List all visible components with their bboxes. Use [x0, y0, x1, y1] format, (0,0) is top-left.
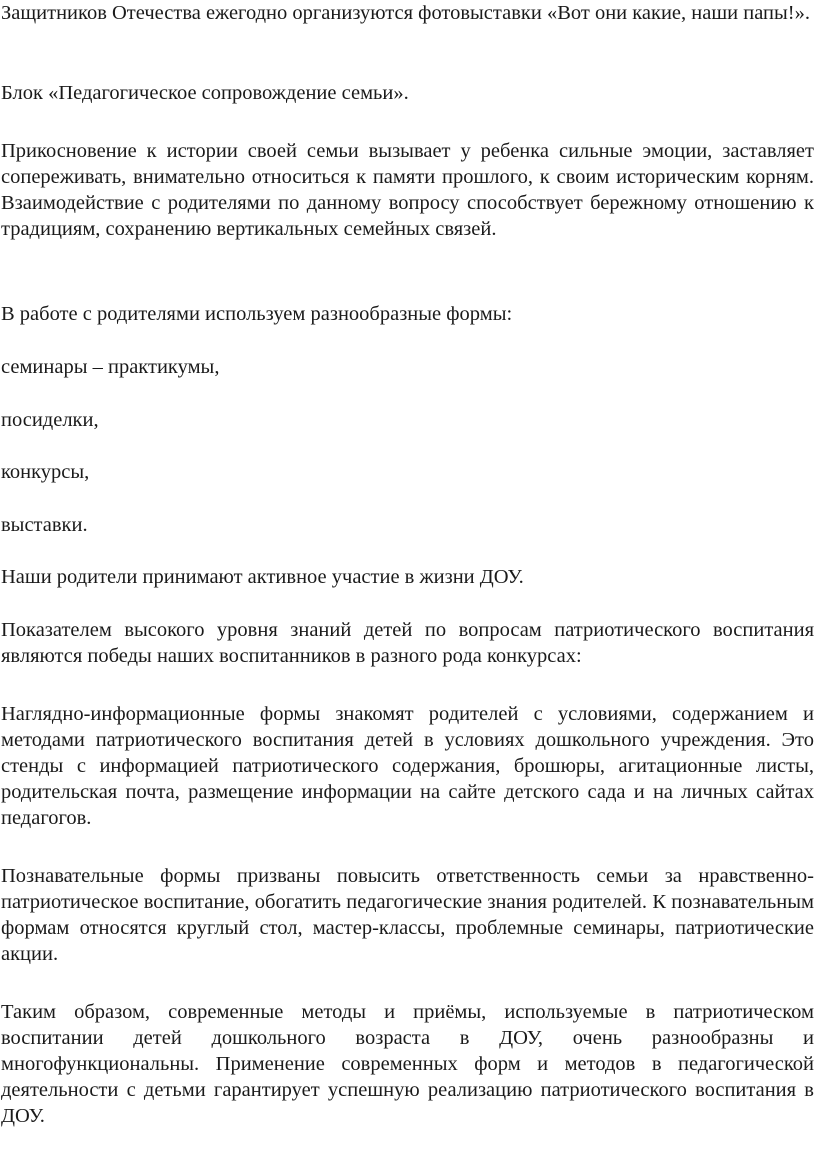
paragraph-visual-forms: Наглядно-информационные формы знакомят родителей с условиями, содержанием и методами патриотического воспитания детей в условиях дошкольного учреждения. Это стенды с информацией патриотического содержания, брошюры, агитационные листы, родительская почта, размещение информации на сайте детского сада и на личных сайтах педагогов. — [1, 703, 814, 829]
list-item-exhibitions: выставки. — [1, 514, 88, 536]
paragraph-block-title: Блок «Педагогическое сопровождение семьи». — [1, 82, 409, 104]
paragraph-cognitive-forms: Познавательные формы призваны повысить ответственность семьи за нравственно-патриотическое воспитание, обогатить педагогические знания родителей. К познавательным формам относятся круглый стол, мастер-классы, проблемные семинары, патриотические акции. — [1, 865, 814, 965]
paragraph-conclusion: Таким образом, современные методы и приёмы, используемые в патриотическом воспитании детей дошкольного возраста в ДОУ, очень разнообразны и многофункциональны. Применение современных форм и методов в педагогической деятельности с детьми гарантирует успешную реализацию патриотического воспитания в ДОУ. — [1, 1001, 814, 1127]
paragraph-family-history: Прикосновение к истории своей семьи вызывает у ребенка сильные эмоции, заставляет сопереживать, внимательно относиться к памяти прошлого, к своим историческим корням. Взаимодействие с родителями по данному вопросу способствует бережному отношению к традициям, сохранению вертикальных семейных связей. — [1, 140, 814, 240]
list-item-gatherings: посиделки, — [1, 409, 99, 431]
paragraph-forms-intro: В работе с родителями используем разнообразные формы: — [1, 303, 513, 325]
paragraph-photo-exhibition: Защитников Отечества ежегодно организуются фотовыставки «Вот они какие, наши папы!». — [1, 2, 810, 24]
paragraph-knowledge-indicator: Показателем высокого уровня знаний детей по вопросам патриотического воспитания являются победы наших воспитанников в разного рода конкурсах: — [1, 619, 814, 667]
list-item-contests: конкурсы, — [1, 461, 90, 483]
list-item-seminars: семинары – практикумы, — [1, 356, 220, 378]
paragraph-parents-participation: Наши родители принимают активное участие в жизни ДОУ. — [1, 566, 524, 588]
